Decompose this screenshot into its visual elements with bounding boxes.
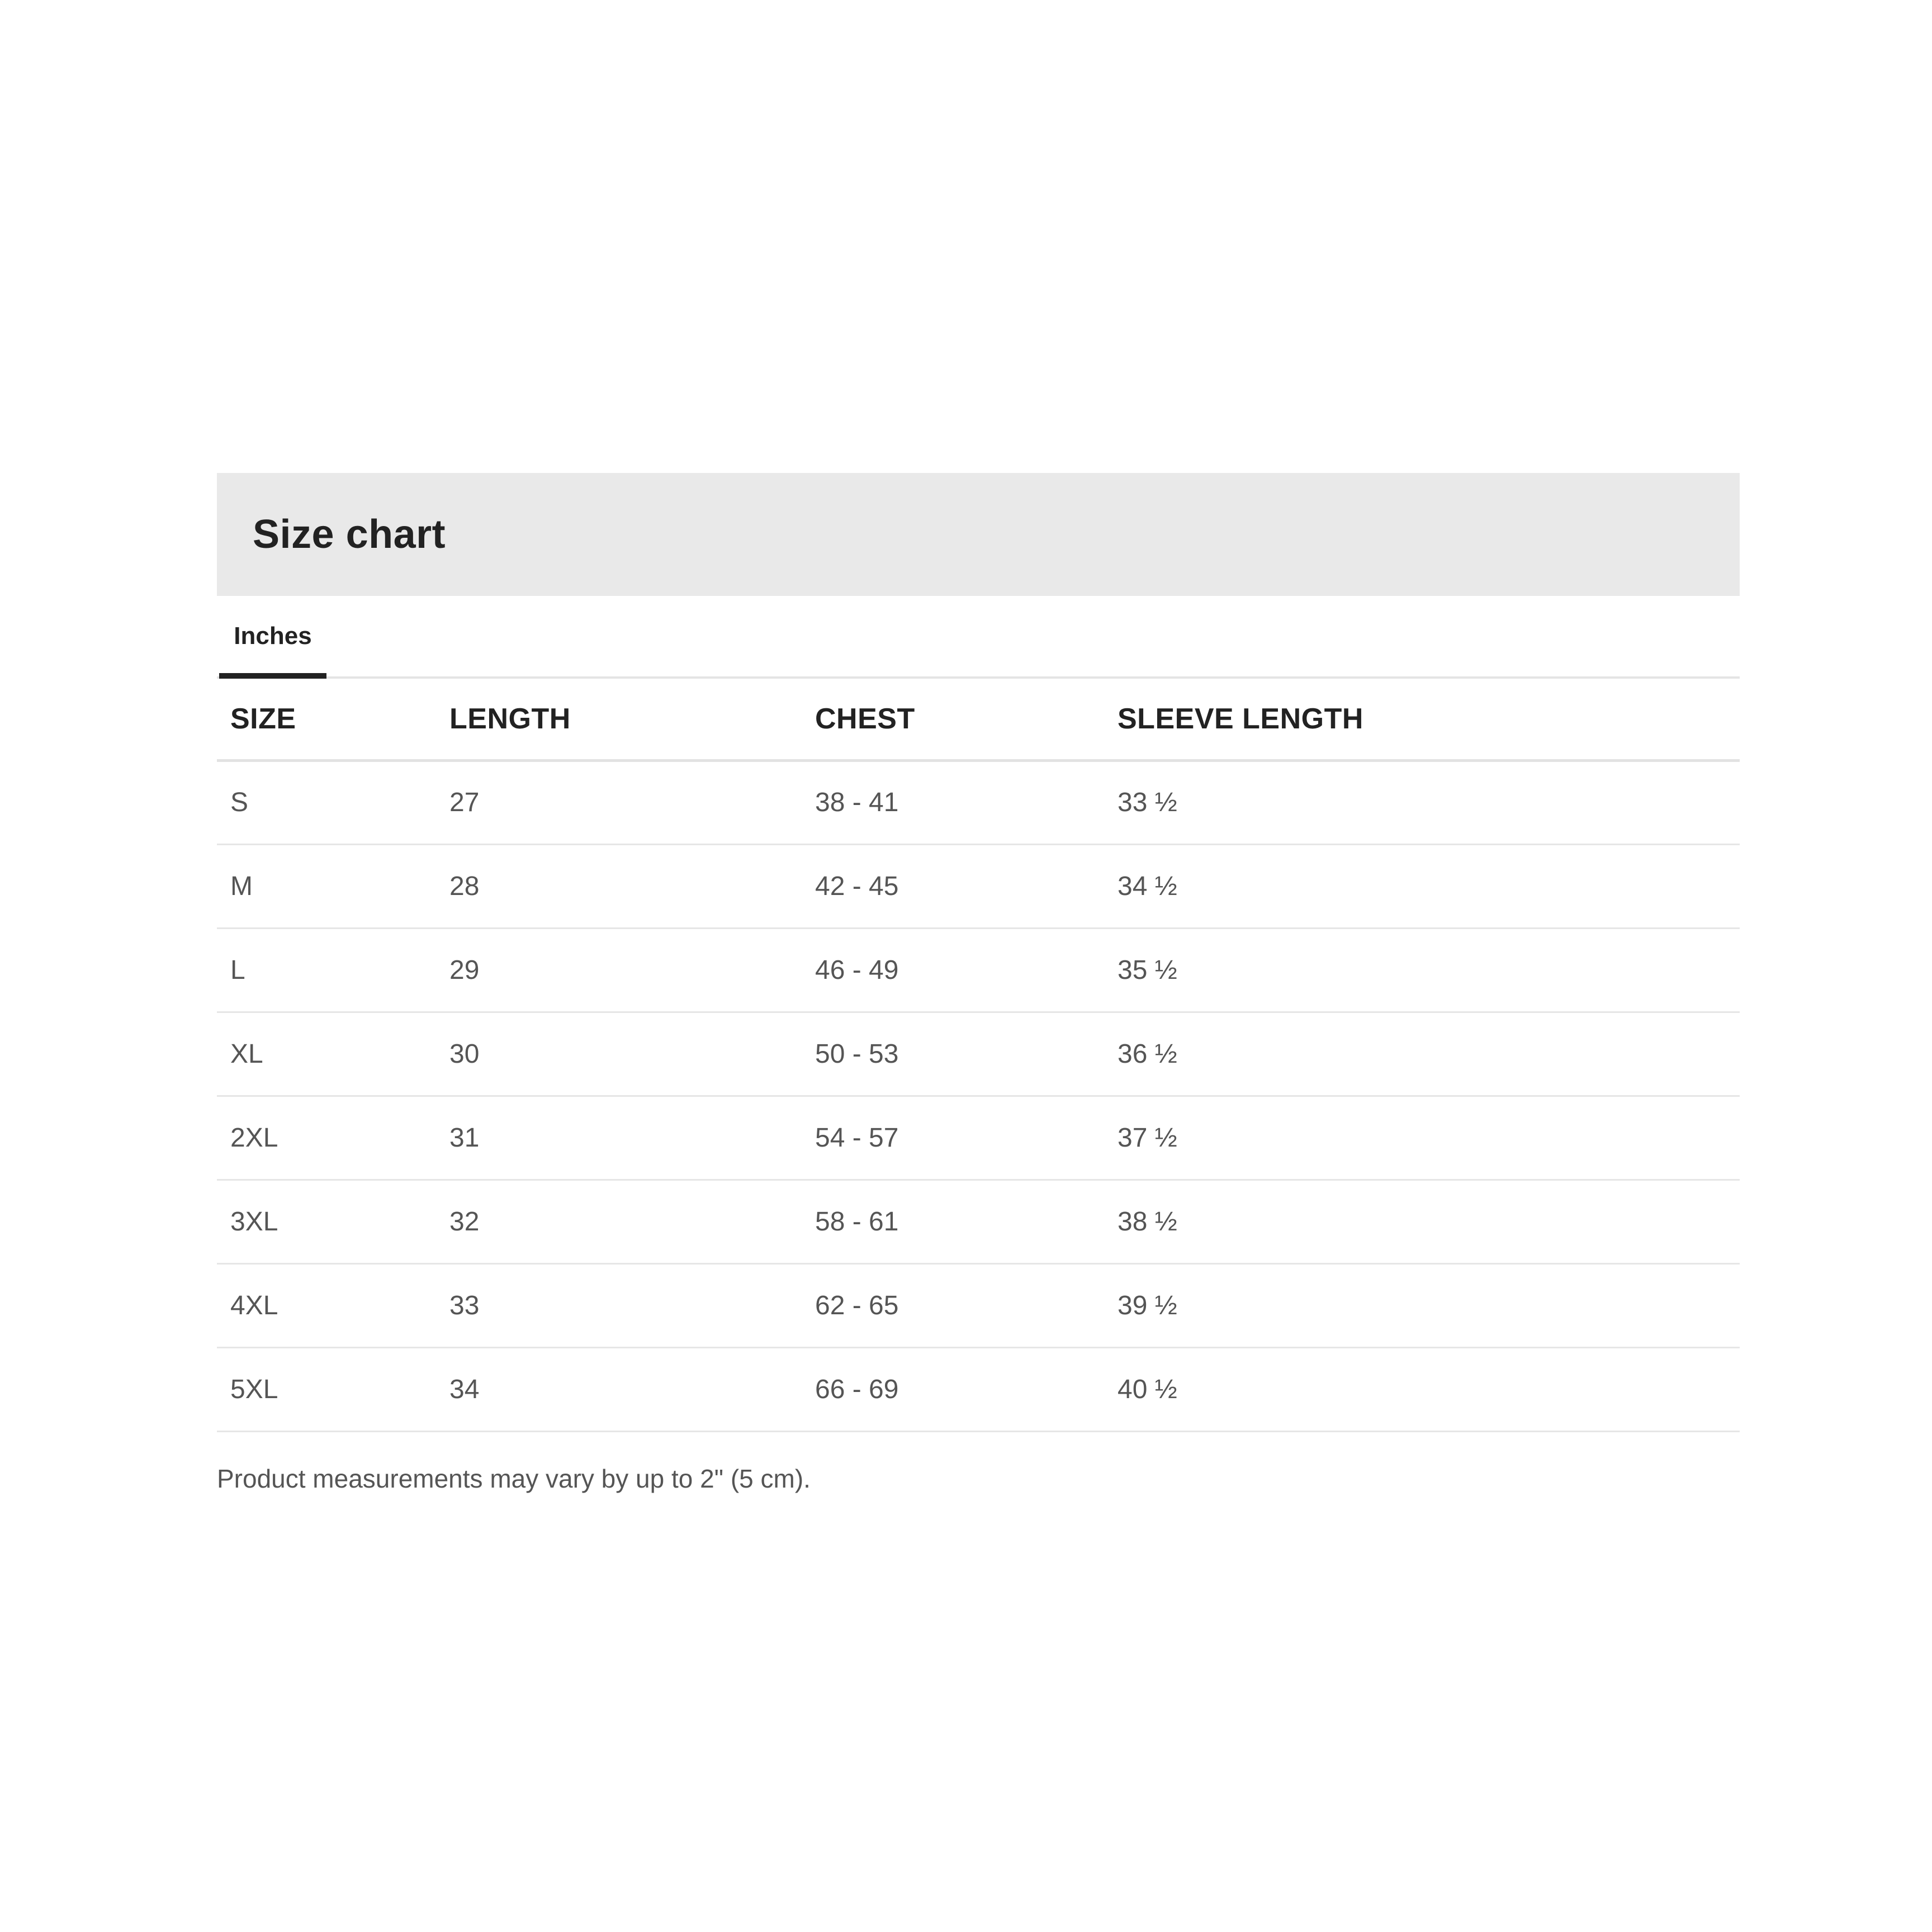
column-header-size: SIZE [217,679,436,760]
cell-chest: 42 - 45 [802,844,1104,928]
size-chart-panel [217,473,1740,1494]
table-row [217,1347,1740,1431]
cell-length: 34 [436,1347,802,1431]
table-row [217,928,1740,1012]
cell-sleeve-length: 38 ½ [1104,1180,1740,1263]
page-title: Size chart [253,512,446,557]
cell-size: 4XL [217,1263,436,1347]
cell-length: 28 [436,844,802,928]
cell-sleeve-length: 35 ½ [1104,928,1740,1012]
cell-size: L [217,928,436,1012]
cell-chest: 66 - 69 [802,1347,1104,1431]
table-header-row [217,679,1740,760]
cell-size: M [217,844,436,928]
cell-chest: 50 - 53 [802,1012,1104,1096]
cell-chest: 58 - 61 [802,1180,1104,1263]
cell-size: 2XL [217,1096,436,1180]
cell-sleeve-length: 40 ½ [1104,1347,1740,1431]
table-row [217,844,1740,928]
cell-length: 30 [436,1012,802,1096]
cell-chest: 46 - 49 [802,928,1104,1012]
cell-sleeve-length: 33 ½ [1104,760,1740,844]
cell-size: XL [217,1012,436,1096]
column-header-length: LENGTH [436,679,802,760]
cell-sleeve-length: 39 ½ [1104,1263,1740,1347]
measurement-note: Product measurements may vary by up to 2" (5 cm). [217,1464,811,1493]
table-row [217,1096,1740,1180]
cell-chest: 54 - 57 [802,1096,1104,1180]
cell-chest: 38 - 41 [802,760,1104,844]
cell-length: 29 [436,928,802,1012]
unit-tabs [217,596,1740,679]
cell-length: 32 [436,1180,802,1263]
column-header-chest: CHEST [802,679,1104,760]
column-header-sleeve-length: SLEEVE LENGTH [1104,679,1740,760]
cell-sleeve-length: 36 ½ [1104,1012,1740,1096]
cell-length: 33 [436,1263,802,1347]
cell-size: S [217,760,436,844]
table-row [217,1012,1740,1096]
size-table [217,679,1740,1432]
cell-sleeve-length: 37 ½ [1104,1096,1740,1180]
cell-length: 27 [436,760,802,844]
tab-inches[interactable]: Inches [219,599,326,679]
size-chart-header [217,473,1740,596]
table-row [217,760,1740,844]
cell-length: 31 [436,1096,802,1180]
cell-chest: 62 - 65 [802,1263,1104,1347]
table-row [217,1180,1740,1263]
table-row [217,1263,1740,1347]
cell-sleeve-length: 34 ½ [1104,844,1740,928]
cell-size: 5XL [217,1347,436,1431]
cell-size: 3XL [217,1180,436,1263]
